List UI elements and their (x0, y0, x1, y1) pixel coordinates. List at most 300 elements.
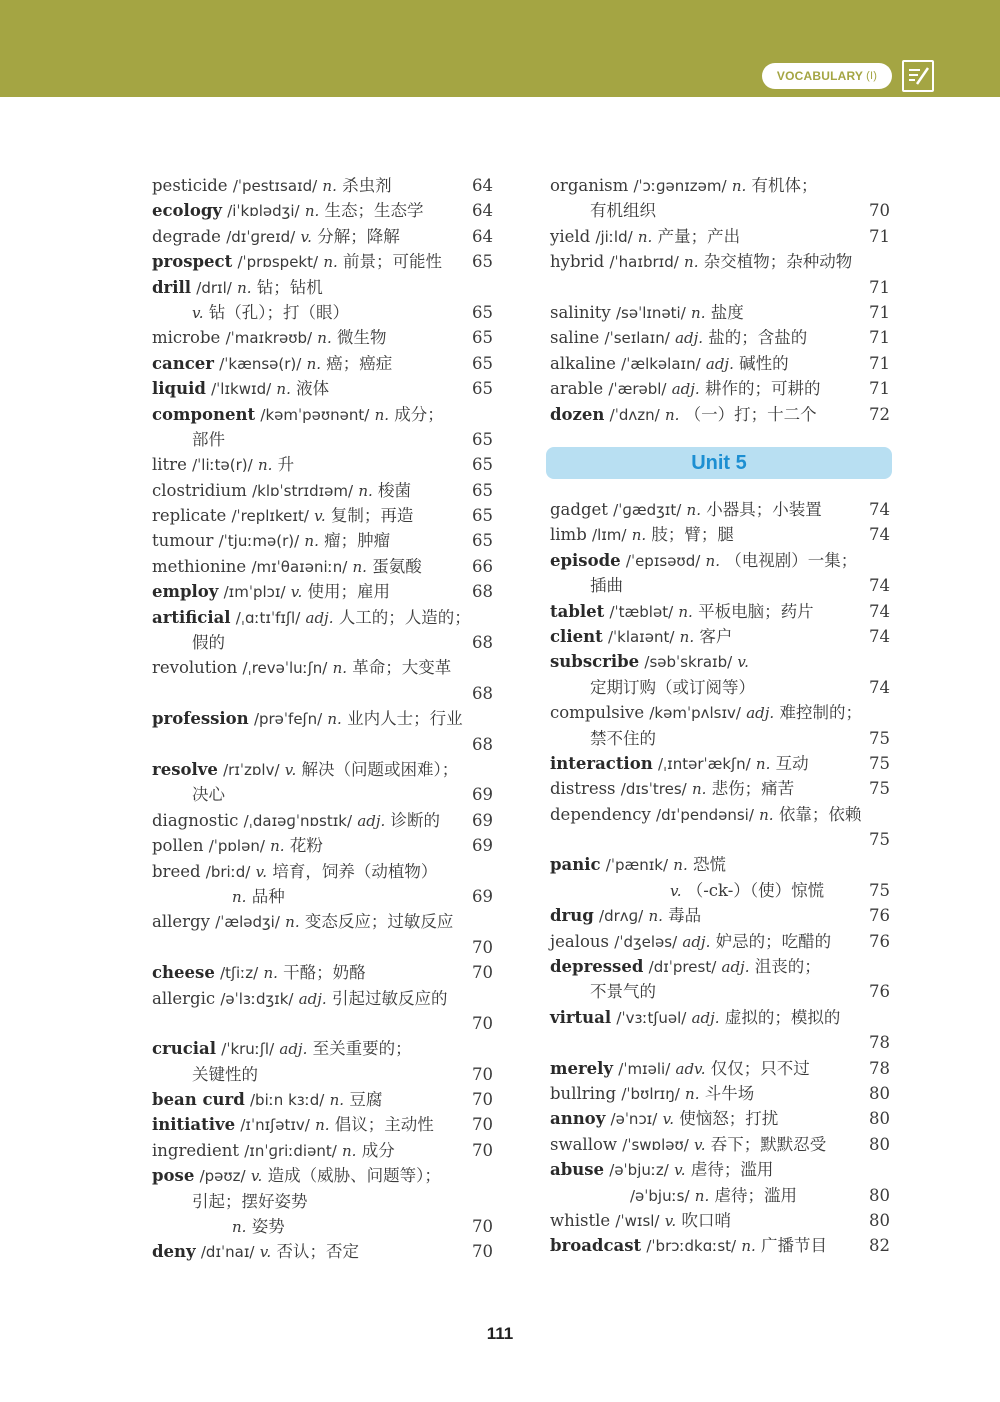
headword: allergy (152, 912, 210, 932)
vocab-entry-continuation (152, 427, 493, 452)
part-of-speech: n. (685, 1084, 700, 1103)
headword: ingredient (152, 1140, 239, 1160)
headword: cheese (152, 963, 215, 983)
headword: degrade (152, 226, 221, 246)
vocab-entry (152, 249, 493, 274)
definition: 杀虫剂 (342, 176, 392, 195)
phonetic: /ˈkruːʃl/ (221, 1040, 275, 1059)
definition: 引起；摆好姿势 (192, 1191, 308, 1211)
part-of-speech: n. (684, 253, 699, 272)
definition: 升 (277, 455, 295, 475)
vocab-entry-continuation (152, 1214, 493, 1239)
headword: salinity (550, 302, 611, 322)
part-of-speech: n. (759, 805, 774, 824)
page-reference: 64 (472, 176, 493, 195)
phonetic: /ɪˈnɪʃətɪv/ (240, 1116, 310, 1135)
part-of-speech: n. (232, 1218, 247, 1237)
page-reference: 69 (472, 785, 493, 805)
definition: 液体 (296, 379, 330, 399)
vocab-entry-continuation (550, 979, 890, 1004)
phonetic: /drɪl/ (196, 278, 232, 297)
vocab-entry-continuation (550, 275, 890, 300)
vocab-entry (550, 852, 890, 877)
definition: 培育，饲养（动植物） (272, 861, 438, 881)
page-reference: 70 (472, 1140, 493, 1160)
part-of-speech: n. (648, 907, 663, 926)
vocab-column-right-bottom (550, 497, 890, 1259)
part-of-speech: n. (270, 837, 285, 856)
part-of-speech: n. (741, 1237, 756, 1256)
part-of-speech: n. (673, 856, 688, 875)
headword: revolution (152, 658, 238, 678)
part-of-speech: n. (694, 1186, 710, 1205)
vocab-entry (152, 402, 493, 427)
notebook-pencil-icon-svg (904, 62, 932, 90)
definition: 癌；癌症 (326, 353, 393, 373)
headword: bullring (550, 1083, 617, 1103)
part-of-speech: v. (259, 1243, 272, 1262)
definition: （电视剧）一集； (725, 550, 858, 570)
vocab-entry (550, 1233, 890, 1258)
page-reference: 65 (472, 480, 493, 500)
page-reference: 74 (869, 601, 890, 621)
page-reference: 71 (869, 328, 890, 348)
vocab-entry-continuation (152, 1189, 493, 1214)
vocab-entry (152, 1239, 493, 1264)
vocab-entry (152, 960, 493, 985)
page-reference: 75 (869, 880, 890, 900)
page-reference: 74 (869, 677, 890, 697)
vocab-entry (550, 522, 890, 547)
phonetic: /biːn kɜːd/ (250, 1091, 325, 1110)
definition: 梭菌 (378, 480, 411, 500)
phonetic: /lɪm/ (592, 526, 627, 545)
page-reference: 71 (869, 302, 890, 322)
phonetic: /ˈkænsə(r)/ (219, 354, 302, 373)
vocab-entry (152, 275, 493, 300)
vocab-entry (550, 1132, 890, 1157)
definition: 假的 (192, 633, 225, 653)
definition: 肢；臂；腿 (651, 525, 734, 545)
page-reference: 71 (869, 379, 890, 399)
definition: 豆腐 (349, 1090, 383, 1110)
part-of-speech: v. (290, 583, 303, 602)
vocab-entry (550, 376, 890, 401)
page-reference: 68 (472, 683, 493, 703)
part-of-speech: n. (276, 380, 291, 399)
phonetic: /ˈdʒeləs/ (614, 932, 678, 951)
page-reference: 65 (472, 252, 493, 272)
page-reference: 78 (869, 1058, 890, 1078)
part-of-speech: adj. (721, 958, 750, 977)
part-of-speech: n. (306, 354, 321, 373)
definition: 品种 (251, 886, 285, 906)
page-reference: 74 (869, 626, 890, 646)
phonetic: /ˈtjuːmə(r)/ (218, 532, 300, 551)
vocab-entry (152, 833, 493, 858)
page-reference: 80 (869, 1083, 890, 1103)
page-reference: 80 (869, 1109, 890, 1129)
definition: 有机体； (751, 176, 818, 195)
vocab-entry-continuation (152, 935, 493, 960)
definition: 姿势 (251, 1217, 285, 1237)
vocab-entry (152, 1163, 493, 1188)
part-of-speech: v. (314, 507, 326, 526)
page-reference: 76 (869, 906, 890, 926)
phonetic: /klɒˈstrɪdɪəm/ (252, 481, 354, 500)
phonetic: /ˈpestɪsaɪd/ (232, 177, 318, 195)
page-reference: 68 (472, 633, 493, 653)
definition: 耕作的；可耕的 (704, 379, 821, 399)
vocab-entry-continuation (152, 300, 493, 325)
page-reference: 71 (869, 226, 890, 246)
definition: 平板电脑；药片 (698, 601, 814, 621)
phonetic: /ˈærəbl/ (608, 380, 667, 399)
definition: 吹口哨 (681, 1210, 731, 1230)
phonetic: /ˈliːtə(r)/ (192, 456, 253, 475)
phonetic: /ˈpænɪk/ (605, 856, 669, 875)
vocab-entry (550, 402, 890, 427)
page-reference: 80 (869, 1134, 890, 1154)
page-reference: 69 (472, 886, 493, 906)
part-of-speech: n. (691, 780, 707, 799)
vocab-entry (550, 700, 890, 725)
part-of-speech: n. (285, 913, 300, 932)
vocab-entry (152, 706, 493, 731)
page-reference: 70 (472, 1013, 493, 1033)
headword: drill (152, 277, 192, 297)
phonetic: /dɪˈpendənsi/ (656, 805, 754, 824)
headword: bean curd (152, 1090, 245, 1110)
part-of-speech: n. (631, 526, 647, 545)
phonetic: /ˈtæblət/ (609, 602, 674, 621)
phonetic: /ɪnˈɡriːdiənt/ (244, 1141, 337, 1160)
part-of-speech: n. (322, 177, 337, 195)
part-of-speech: n. (637, 227, 653, 246)
page-reference: 70 (472, 1242, 493, 1262)
part-of-speech: n. (678, 602, 693, 621)
part-of-speech: n. (664, 405, 680, 424)
definition: 前景；可能性 (343, 252, 442, 272)
headword: virtual (550, 1007, 612, 1027)
part-of-speech: v. (255, 862, 268, 881)
part-of-speech: n. (705, 551, 720, 570)
page-reference: 70 (869, 201, 890, 221)
page-reference: 75 (869, 830, 890, 850)
phonetic: /prəˈfeʃn/ (253, 710, 323, 729)
phonetic: /ˌdaɪəɡˈnɒstɪk/ (243, 811, 353, 830)
definition: 虐待；滥用 (690, 1160, 774, 1180)
vocab-entry (152, 1036, 493, 1061)
phonetic: /ˈlɪkwɪd/ (211, 380, 272, 399)
definition: 决心 (192, 785, 225, 805)
vocab-entry-continuation (152, 1011, 493, 1036)
definition: 钻（孔）；打（眼） (208, 302, 349, 322)
vocab-entry (152, 478, 493, 503)
part-of-speech: v. (250, 1167, 263, 1186)
vocab-entry (152, 859, 493, 884)
definition: 成分 (361, 1140, 395, 1160)
headword: pose (152, 1166, 195, 1186)
definition: 倡议；主动性 (334, 1115, 434, 1135)
part-of-speech: n. (237, 278, 252, 297)
page-reference: 64 (472, 201, 493, 221)
part-of-speech: n. (686, 501, 701, 519)
page-reference: 70 (472, 1064, 493, 1084)
vocab-entry (550, 751, 890, 776)
phonetic: /kəmˈpəʊnənt/ (260, 405, 370, 424)
part-of-speech: n. (323, 253, 338, 272)
part-of-speech: n. (731, 177, 747, 195)
vocab-entry-continuation (550, 1030, 890, 1055)
headword: distress (550, 779, 616, 799)
definition: 妒忌的；吃醋的 (715, 931, 832, 951)
headword: panic (550, 855, 601, 875)
part-of-speech: v. (737, 653, 749, 672)
definition: 否认；否定 (276, 1242, 359, 1262)
definition: 复制；再造 (330, 506, 414, 526)
definition: 分解；降解 (317, 226, 400, 246)
definition: 盐度 (710, 302, 744, 322)
phonetic: /ˌrevəˈluːʃn/ (242, 659, 328, 678)
page-reference: 74 (869, 525, 890, 545)
vocab-entry (152, 1112, 493, 1137)
page-reference: 66 (472, 556, 493, 576)
definition: 广播节目 (761, 1236, 828, 1256)
page-reference: 68 (472, 734, 493, 754)
headword: employ (152, 582, 219, 602)
phonetic: /iˈkɒlədʒi/ (227, 202, 300, 221)
vocab-entry-continuation (550, 675, 890, 700)
page-reference: 78 (869, 1033, 890, 1053)
definition: 至关重要的； (312, 1039, 412, 1059)
vocab-entry (550, 649, 890, 674)
part-of-speech: adj. (279, 1040, 308, 1059)
part-of-speech: n. (691, 303, 706, 322)
definition: 微生物 (336, 328, 387, 348)
phonetic: /dɪˈnaɪ/ (200, 1243, 255, 1262)
vocab-entry-continuation (550, 827, 890, 852)
definition: 花粉 (289, 836, 323, 856)
vocabulary-badge-roman: (I) (866, 70, 878, 82)
phonetic: /ˈmɪəli/ (618, 1059, 671, 1078)
phonetic: /ˈmaɪkrəʊb/ (225, 329, 313, 348)
phonetic: /ˈwɪsl/ (615, 1211, 660, 1230)
phonetic: /ˈælkəlaɪn/ (621, 354, 701, 373)
headword: microbe (152, 328, 221, 348)
headword: merely (550, 1058, 614, 1078)
page-reference: 76 (869, 931, 890, 951)
definition: 造成（威胁、问题等）； (267, 1166, 441, 1186)
part-of-speech: n. (679, 627, 695, 646)
headword: prospect (152, 252, 233, 272)
headword: replicate (152, 506, 227, 526)
headword: dependency (550, 804, 651, 824)
page-reference: 69 (472, 810, 493, 830)
page-reference: 71 (869, 353, 890, 373)
part-of-speech: v. (694, 1135, 706, 1154)
headword: litre (152, 455, 187, 475)
definition: 定期订购（或订阅等） (590, 677, 755, 697)
page-reference: 65 (472, 379, 493, 399)
part-of-speech: n. (327, 710, 342, 729)
part-of-speech: v. (192, 303, 204, 322)
definition: 瘤；肿瘤 (324, 531, 391, 551)
vocab-entry (550, 1208, 890, 1233)
phonetic: /ˈswɒləʊ/ (622, 1135, 689, 1154)
phonetic: /drʌɡ/ (599, 907, 644, 926)
vocab-entry (152, 528, 493, 553)
vocab-entry-continuation (152, 1062, 493, 1087)
headword: allergic (152, 988, 216, 1008)
page-reference: 65 (472, 531, 493, 551)
definition: 产量；产出 (657, 226, 741, 246)
phonetic: /ˈɔːɡənɪzəm/ (633, 177, 727, 195)
phonetic: /pəʊz/ (199, 1167, 246, 1186)
page-reference: 65 (472, 328, 493, 348)
headword: yield (550, 226, 591, 246)
vocab-entry (550, 802, 890, 827)
part-of-speech: n. (332, 659, 348, 678)
unit-banner: Unit 5 (546, 447, 892, 479)
definition: 插曲 (590, 576, 623, 596)
page-reference: 75 (869, 728, 890, 748)
definition: 业内人士；行业 (347, 709, 463, 729)
definition: 成分； (394, 404, 444, 424)
headword: component (152, 404, 256, 424)
vocab-entry (550, 599, 890, 624)
vocab-entry (152, 198, 493, 223)
headword: arable (550, 379, 604, 399)
headword: profession (152, 709, 249, 729)
phonetic: /əˈnɔɪ/ (610, 1110, 658, 1129)
vocab-entry (550, 1106, 890, 1131)
definition: 毒品 (668, 906, 702, 926)
page-reference: 70 (472, 1090, 493, 1110)
vocab-entry (550, 954, 890, 979)
definition: 有机组织 (590, 201, 656, 221)
phonetic: /ˈhaɪbrɪd/ (609, 253, 679, 272)
headword: pesticide (152, 176, 228, 195)
definition: （一）打；十二个 (684, 404, 817, 424)
phonetic: /səbˈskraɪb/ (644, 653, 733, 672)
vocab-entry (550, 249, 890, 274)
phonetic: /ˈdʌzn/ (609, 405, 660, 424)
vocab-entry-continuation (152, 884, 493, 909)
page-reference: 74 (869, 576, 890, 596)
definition: 吞下；默默忍受 (710, 1134, 827, 1154)
vocab-entry (152, 173, 493, 198)
vocab-entry (550, 776, 890, 801)
vocab-column-left (152, 173, 493, 1265)
page-reference: 70 (472, 963, 493, 983)
vocab-entry (550, 300, 890, 325)
part-of-speech: n. (352, 557, 367, 576)
headword: ecology (152, 201, 222, 221)
headword: episode (550, 550, 621, 570)
part-of-speech: adj. (691, 1008, 720, 1027)
page-number: 111 (486, 1324, 514, 1343)
part-of-speech: n. (317, 329, 332, 348)
phonetic: /ˌɪntərˈækʃn/ (657, 754, 751, 773)
page-reference: 75 (869, 779, 890, 799)
part-of-speech: n. (329, 1091, 345, 1110)
definition: 干酪；奶酪 (283, 963, 366, 983)
phonetic: /ˈpɒlən/ (208, 837, 265, 856)
part-of-speech: n. (304, 532, 319, 551)
headword: liquid (152, 379, 206, 399)
phonetic: /rɪˈzɒlv/ (223, 760, 280, 779)
part-of-speech: n. (304, 202, 320, 221)
page-reference: 65 (472, 506, 493, 526)
vocabulary-badge (762, 63, 892, 89)
page-reference: 80 (869, 1210, 890, 1230)
headword: breed (152, 861, 201, 881)
vocab-entry (152, 1138, 493, 1163)
vocab-entry (550, 1005, 890, 1030)
part-of-speech: adj. (357, 811, 386, 830)
vocab-entry (550, 903, 890, 928)
vocab-entry (152, 808, 493, 833)
vocab-entry (152, 986, 493, 1011)
headword: jealous (550, 931, 610, 951)
definition: 革命；大变革 (352, 658, 452, 678)
phonetic: /dɪˈprest/ (648, 958, 717, 977)
phonetic: /əˈbjuːz/ (609, 1161, 669, 1180)
part-of-speech: v. (300, 227, 312, 246)
definition: 悲伤；痛苦 (711, 779, 795, 799)
headword: swallow (550, 1134, 618, 1154)
vocab-entry (152, 503, 493, 528)
vocab-entry (152, 605, 493, 630)
page-reference: 65 (472, 302, 493, 322)
vocab-entry-continuation (152, 681, 493, 706)
definition: 部件 (192, 429, 225, 449)
phonetic: /ˈbrɔːdkɑːst/ (646, 1237, 737, 1256)
phonetic: /ˈklaɪənt/ (607, 627, 675, 646)
definition: 解决（问题或困难）； (301, 759, 459, 779)
definition: 斗牛场 (704, 1083, 755, 1103)
definition: 不景气的 (590, 982, 656, 1002)
phonetic: /ˈseɪlaɪn/ (604, 329, 670, 348)
vocab-entry (550, 929, 890, 954)
part-of-speech: adj. (305, 608, 334, 627)
headword: annoy (550, 1109, 606, 1129)
headword: dozen (550, 404, 605, 424)
definition: 仅仅；只不过 (710, 1058, 810, 1078)
headword: client (550, 626, 603, 646)
definition: 沮丧的； (754, 957, 821, 977)
headword: artificial (152, 607, 231, 627)
headword: deny (152, 1242, 196, 1262)
vocab-entry-continuation (550, 1183, 890, 1208)
vocab-entry (550, 497, 890, 522)
headword: hybrid (550, 252, 605, 272)
phonetic: /kəmˈpʌlsɪv/ (649, 704, 741, 723)
page-reference: 71 (869, 277, 890, 297)
headword: broadcast (550, 1236, 642, 1256)
vocab-entry (152, 1087, 493, 1112)
part-of-speech: adj. (675, 329, 704, 348)
definition: 客户 (699, 626, 733, 646)
phonetic: /ˈreplɪkeɪt/ (231, 507, 309, 526)
headword: clostridium (152, 480, 247, 500)
headword: resolve (152, 759, 218, 779)
definition: 使用；雇用 (307, 582, 390, 602)
page-reference: 70 (472, 937, 493, 957)
phonetic: /ɪmˈplɔɪ/ (223, 583, 286, 602)
vocab-entry-continuation (550, 726, 890, 751)
